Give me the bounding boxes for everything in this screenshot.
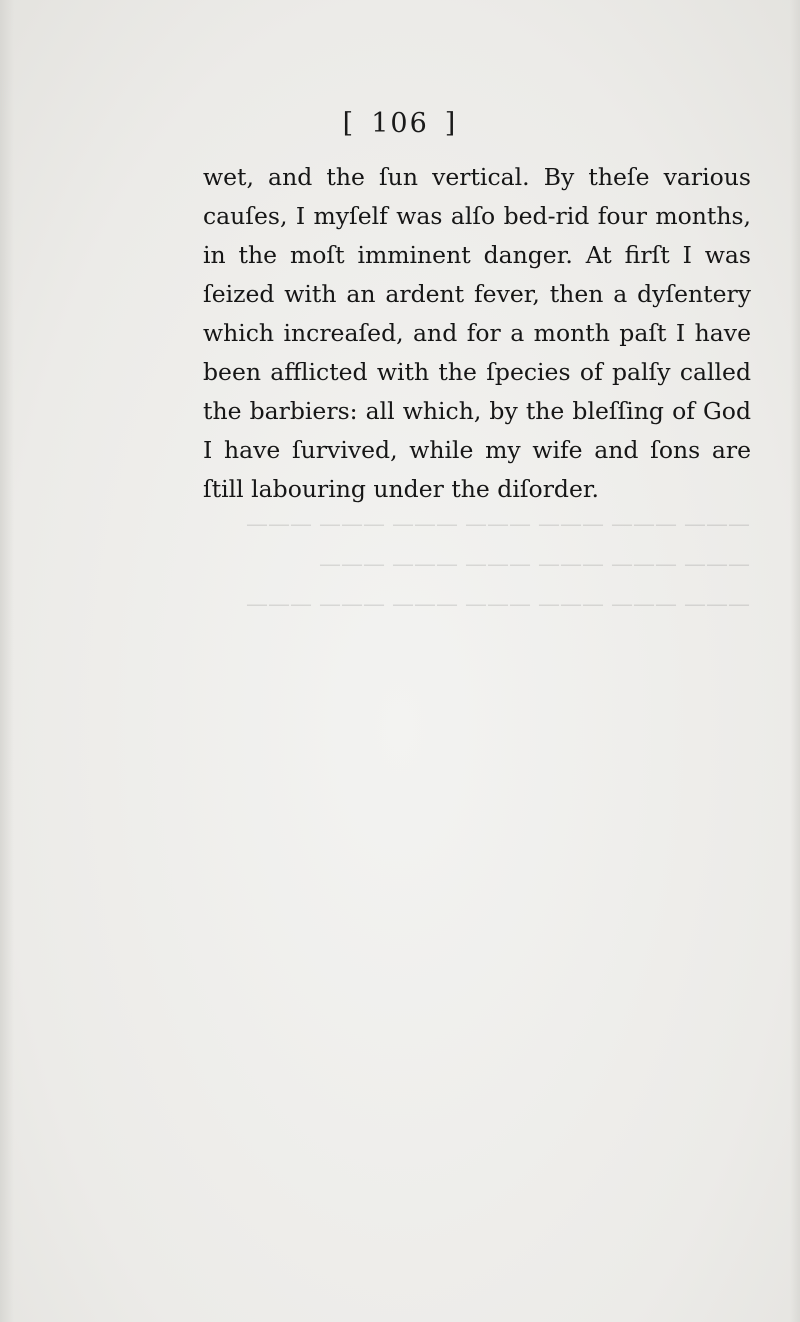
text-line: wet, and the ſun vertical. By theſe various bbox=[203, 163, 751, 191]
page-number: 106 bbox=[371, 108, 429, 139]
body-text bbox=[203, 158, 751, 509]
text-line: in the moſt imminent danger. At firſt I was bbox=[203, 241, 751, 269]
text-line: ſtill labouring under the diſorder. bbox=[203, 475, 600, 503]
bleed-through-text: ——— ——— ——— ——— ——— ——— ——— ——— ——— ——— ——— ——— ——— ——— ——— ——— ——— ——— ——— ——— bbox=[246, 512, 750, 617]
bracket-close: ] bbox=[444, 108, 458, 139]
page-number-header bbox=[0, 108, 800, 139]
page-edge-shadow-left bbox=[0, 0, 14, 1322]
page-edge-shadow-right bbox=[790, 0, 800, 1322]
bracket-open: [ bbox=[342, 108, 356, 139]
text-line: ſeized with an ardent fever, then a dyſentery bbox=[203, 280, 751, 308]
text-line: cauſes, I myſelf was alſo bed-rid four months, bbox=[203, 202, 751, 230]
text-line: the barbiers: all which, by the bleſſing of God bbox=[203, 397, 751, 425]
text-line: been afflicted with the ſpecies of palſy called bbox=[203, 358, 751, 386]
text-line: I have ſurvived, while my wife and ſons are bbox=[203, 436, 751, 464]
text-line: which increaſed, and for a month paſt I have bbox=[203, 319, 751, 347]
